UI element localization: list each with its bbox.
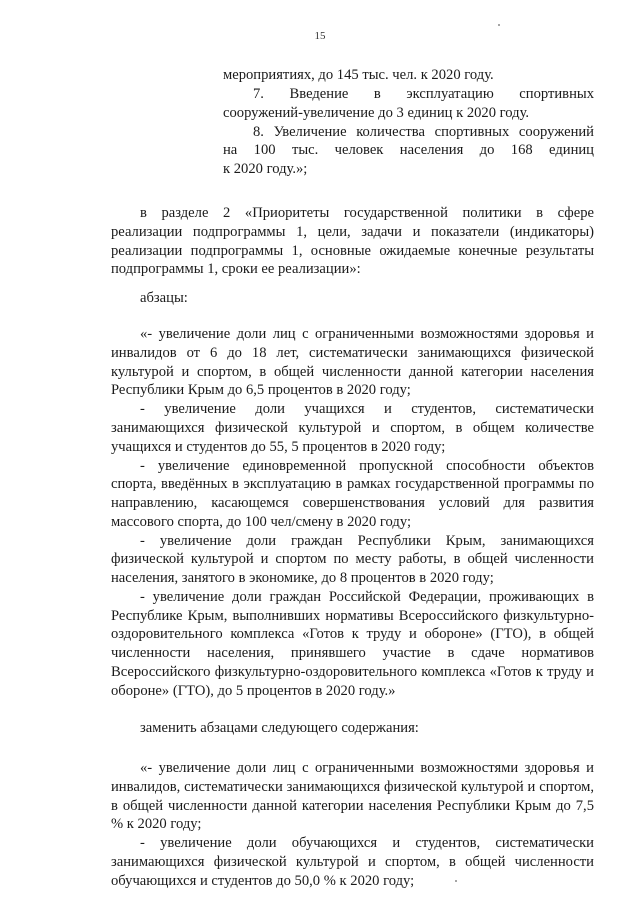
text-line: направлению, касающемся совершенствования условий для развития <box>111 495 594 511</box>
text-line: % к 2020 году; <box>111 816 202 832</box>
subheading: абзацы: <box>140 290 188 306</box>
text-line: 7. Введение в эксплуатацию спортивных <box>253 86 594 102</box>
text-line: Республики Крым до 6,5 процентов в 2020 году; <box>111 382 411 398</box>
text-line: - увеличение доли обучающихся и студентов, систематически <box>140 835 594 851</box>
text-line: обучающихся и студентов до 50,0 % к 2020 году; <box>111 873 415 889</box>
scan-speck <box>498 24 500 26</box>
text-line: в разделе 2 «Приоритеты государственной политики в сфере <box>140 205 594 221</box>
text-line: подпрограммы 1, сроки ее реализации»: <box>111 261 361 277</box>
text-line: 8. Увеличение количества спортивных сооружений <box>253 124 594 140</box>
text-line: занимающихся физической культурой и спортом, в общем количестве <box>111 420 594 436</box>
text-line: в общей численности данной категории населения Республики Крым до 7,5 <box>111 798 594 814</box>
text-line: - увеличение доли граждан Российской Федерации, проживающих в <box>140 589 594 605</box>
text-line: Республике Крым, выполнивших нормативы Всероссийского физкультурно- <box>111 608 594 624</box>
text-line: - увеличение единовременной пропускной способности объектов <box>140 458 594 474</box>
text-line: мероприятиях, до 145 тыс. чел. к 2020 году. <box>223 67 494 83</box>
page-number: 15 <box>314 30 326 42</box>
text-line: массового спорта, до 100 чел/смену в 2020 году; <box>111 514 412 530</box>
text-line: - увеличение доли граждан Республики Крым, занимающихся <box>140 533 594 549</box>
text-line: на 100 тыс. человек населения до 168 единиц <box>223 142 594 158</box>
text-line: реализации подпрограммы 1, цели, задачи и показатели (индикаторы) <box>111 224 594 240</box>
text-line: учащихся и студентов до 55, 5 процентов в 2020 году; <box>111 439 446 455</box>
text-line: спорта, введённых в эксплуатацию в рамках государственной программы по <box>111 476 594 492</box>
text-line: оздоровительного комплекса «Готов к труду и обороне» (ГТО), в общей <box>111 626 594 642</box>
text-line: занимающихся физической культурой и спортом, в общей численности <box>111 854 594 870</box>
text-line: «- увеличение доли лиц с ограниченными возможностями здоровья и <box>140 326 594 342</box>
text-line: реализации подпрограммы 1, основные ожидаемые конечные результаты <box>111 243 594 259</box>
text-line: к 2020 году.»; <box>223 161 308 177</box>
text-line: населения, занятого в экономике, до 8 процентов в 2020 году; <box>111 570 494 586</box>
text-line: - увеличение доли учащихся и студентов, систематически <box>140 401 594 417</box>
text-line: Всероссийского физкультурно-оздоровительного комплекса «Готов к труду и <box>111 664 594 680</box>
text-line: обороне» (ГТО), до 5 процентов в 2020 году.» <box>111 683 396 699</box>
text-line: инвалидов, систематически занимающихся физической культурой и спортом, <box>111 779 594 795</box>
scan-speck <box>455 880 457 882</box>
text-line: культурой и спортом, в общей численности данной категории населения <box>111 364 594 380</box>
subheading: заменить абзацами следующего содержания: <box>140 720 419 736</box>
text-line: «- увеличение доли лиц с ограниченными возможностями здоровья и <box>140 760 594 776</box>
text-line: физической культурой и спортом по месту работы, в общей численности <box>111 551 594 567</box>
text-line: сооружений-увеличение до 3 единиц к 2020 году. <box>223 105 530 121</box>
text-line: инвалидов от 6 до 18 лет, систематически занимающихся физической <box>111 345 594 361</box>
text-line: численности населения, принявшего участие в сдаче нормативов <box>111 645 594 661</box>
